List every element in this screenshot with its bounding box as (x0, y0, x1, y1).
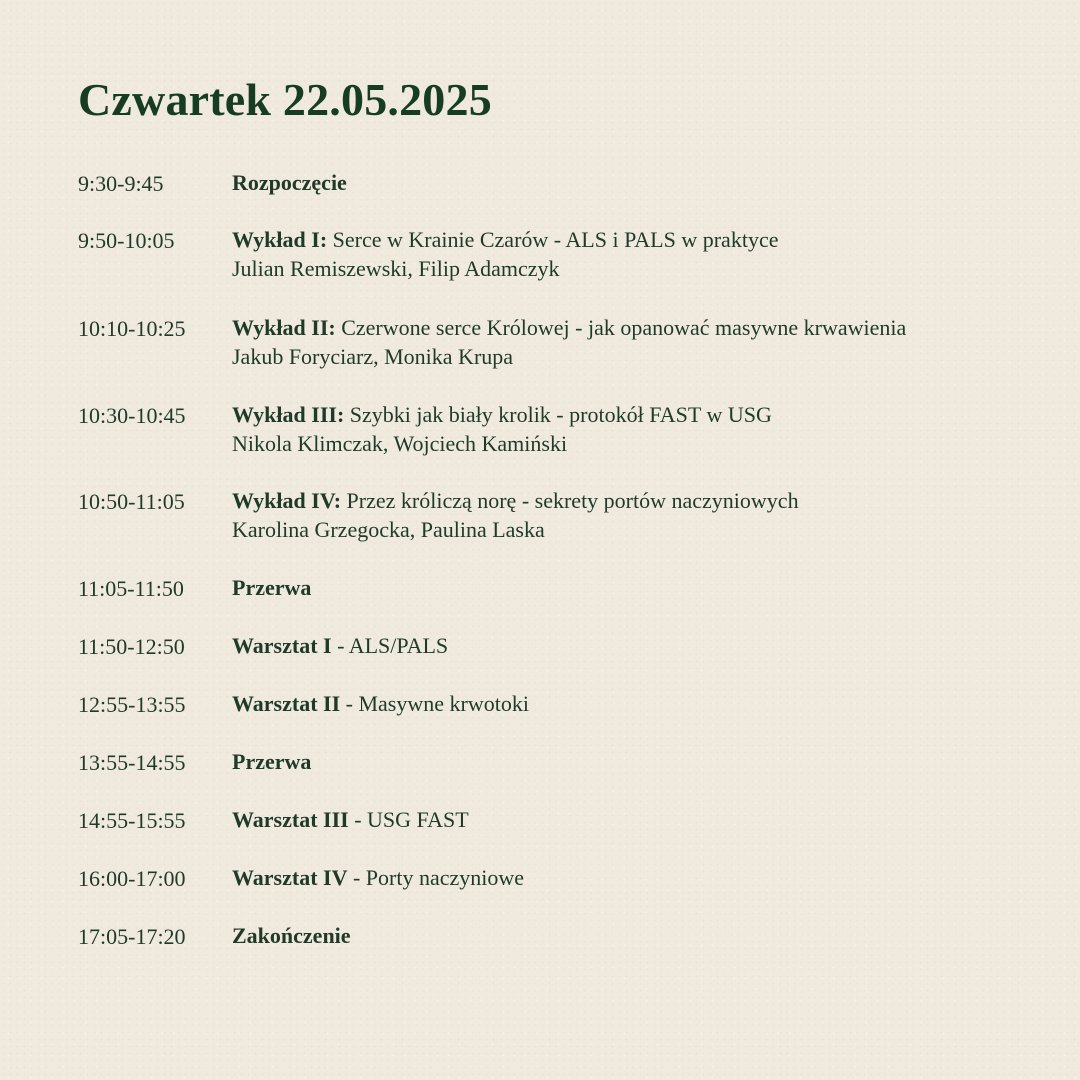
agenda-content (232, 863, 1032, 892)
agenda-label: Wykład II: (232, 315, 336, 340)
agenda-time: 10:30-10:45 (78, 403, 186, 428)
agenda-label: Zakończenie (232, 923, 351, 948)
agenda-time: 14:55-15:55 (78, 808, 186, 833)
agenda-label: Wykład III: (232, 402, 345, 427)
agenda-content (232, 225, 1032, 283)
agenda-time: 9:50-10:05 (78, 228, 175, 253)
agenda-title: - USG FAST (348, 807, 469, 832)
agenda-content (232, 168, 1032, 197)
agenda-time: 10:10-10:25 (78, 316, 186, 341)
agenda-content (232, 631, 1032, 660)
agenda-content (232, 747, 1032, 776)
agenda-title: Czerwone serce Królowej - jak opanować masywne krwawienia (335, 315, 907, 340)
agenda-label: Przerwa (232, 749, 312, 774)
agenda-time: 12:55-13:55 (78, 692, 186, 717)
agenda-time: 10:50-11:05 (78, 489, 185, 514)
agenda-time: 9:30-9:45 (78, 171, 164, 196)
agenda-title: Serce w Krainie Czarów - ALS i PALS w praktyce (327, 227, 779, 252)
page-title: Czwartek 22.05.2025 (78, 74, 492, 125)
agenda-title: Przez króliczą norę - sekrety portów naczyniowych (341, 488, 799, 513)
agenda-time: 11:05-11:50 (78, 576, 184, 601)
agenda-content (232, 921, 1032, 950)
agenda-label: Wykład IV: (232, 488, 342, 513)
agenda-speakers: Julian Remiszewski, Filip Adamczyk (232, 256, 560, 281)
agenda-label: Warsztat IV (232, 865, 348, 890)
agenda-speakers: Nikola Klimczak, Wojciech Kamiński (232, 431, 568, 456)
agenda-speakers: Jakub Foryciarz, Monika Krupa (232, 344, 514, 369)
agenda-content (232, 313, 1032, 371)
agenda-label: Przerwa (232, 575, 312, 600)
agenda-time: 11:50-12:50 (78, 634, 185, 659)
agenda-time: 13:55-14:55 (78, 750, 186, 775)
agenda-content (232, 400, 1032, 458)
agenda-title: - ALS/PALS (331, 633, 449, 658)
agenda-title: - Porty naczyniowe (347, 865, 525, 890)
agenda-content (232, 486, 1032, 544)
agenda-content (232, 805, 1032, 834)
agenda-time: 17:05-17:20 (78, 924, 186, 949)
agenda-title: - Masywne krwotoki (340, 691, 529, 716)
agenda-label: Warsztat III (232, 807, 349, 832)
schedule-page (78, 70, 1038, 949)
agenda-label: Warsztat II (232, 691, 341, 716)
agenda-label: Warsztat I (232, 633, 332, 658)
agenda-time: 16:00-17:00 (78, 866, 186, 891)
agenda-label: Wykład I: (232, 227, 328, 252)
agenda-content (232, 573, 1032, 602)
agenda-label: Rozpoczęcie (232, 170, 347, 195)
agenda-title: Szybki jak biały krolik - protokół FAST w USG (344, 402, 772, 427)
agenda-content (232, 689, 1032, 718)
agenda-speakers: Karolina Grzegocka, Paulina Laska (232, 517, 545, 542)
